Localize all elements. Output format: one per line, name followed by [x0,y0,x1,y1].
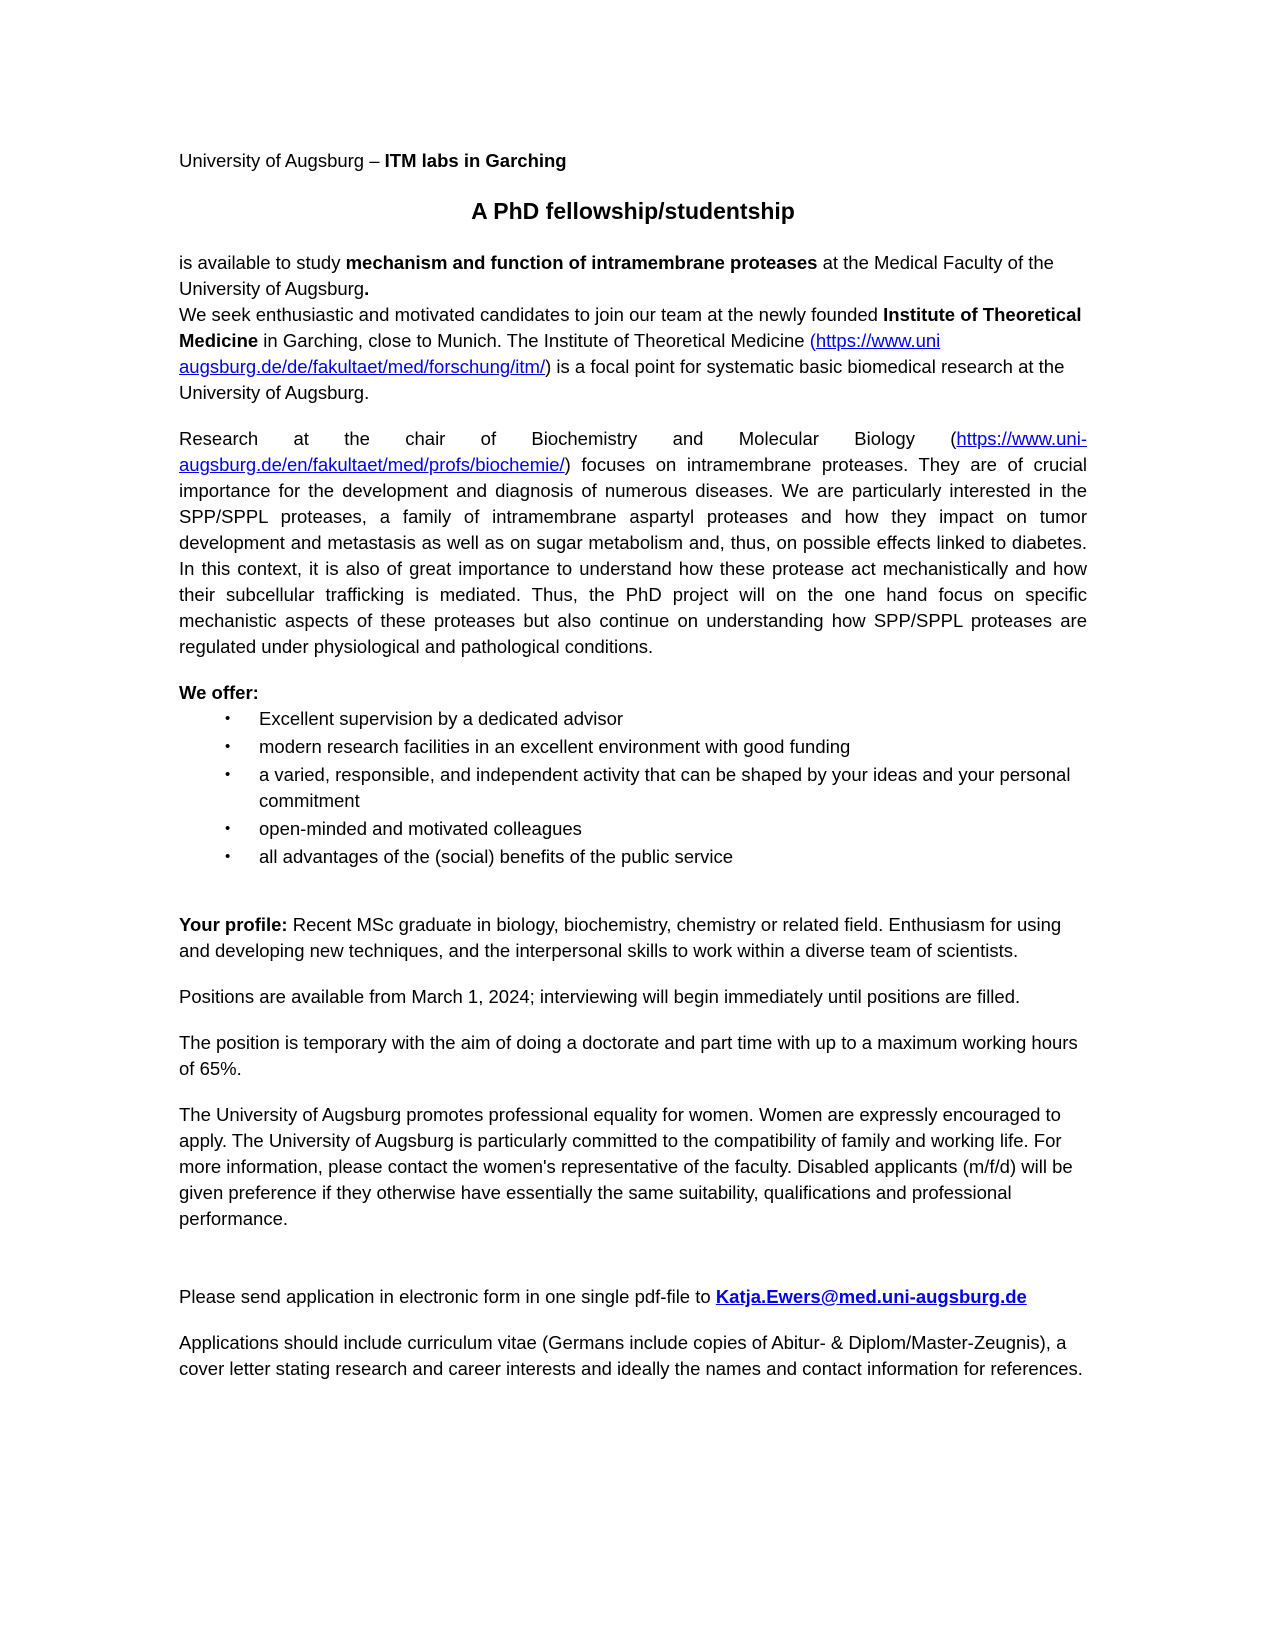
list-item-text: open-minded and motivated colleagues [259,818,582,839]
intro-text-2: at the Medical Faculty of the University of Augsburg [179,252,1054,299]
bullet-icon: • [225,738,231,755]
intro-bold-topic: mechanism and function of intramembrane proteases [345,252,818,273]
list-item [179,706,1087,732]
positions-paragraph: Positions are available from March 1, 2024; interviewing will begin immediately until positions are filled. [179,986,1021,1007]
research-paragraph [179,426,1087,660]
page-title: A PhD fellowship/studentship [471,198,795,224]
list-item-text: all advantages of the (social) benefits of the public service [259,846,734,867]
intro-paragraph-1 [179,250,1087,302]
bullet-icon: • [225,710,231,727]
list-item [179,734,1087,760]
intro2-text-3: ) is a focal point for systematic basic biomedical research at the University of Augsburg. [179,356,1065,403]
email-link[interactable]: Katja.Ewers@med.uni-augsburg.de [715,1286,1027,1307]
intro2-text-2: in Garching, close to Munich. The Institute of Theoretical Medicine [258,330,810,351]
offer-list [179,706,1087,870]
offer-heading: We offer: [179,682,259,703]
profile-paragraph [179,912,1087,964]
list-item-text: Excellent supervision by a dedicated advisor [259,708,624,729]
header-bold-text: ITM labs in Garching [384,150,567,171]
intro-text-1: is available to study [179,252,346,273]
list-item [179,816,1087,842]
intro-bold-period: . [364,278,370,299]
intro-block [179,250,1087,406]
bullet-icon: • [225,848,231,865]
itm-link[interactable]: https://www.uni augsburg.de/de/fakultaet/med/forschung/itm/ [179,330,941,377]
bullet-icon: • [225,820,231,837]
list-item-text: modern research facilities in an excellent environment with good funding [259,736,851,757]
profile-label: Your profile: [179,914,288,935]
intro2-text-1: We seek enthusiastic and motivated candidates to join our team at the newly founded [179,304,884,325]
intro2-bold-institute: Institute of Theoretical Medicine [179,304,1082,351]
list-item [179,762,1087,814]
bullet-icon: • [225,766,231,783]
apply-text: Please send application in electronic form in one single pdf-file to [179,1286,716,1307]
profile-text: Recent MSc graduate in biology, biochemistry, chemistry or related field. Enthusiasm for using and developing new techniques, and the interpersonal skills to work within a diverse team of scientists. [179,914,1062,961]
apply-paragraph [179,1284,1087,1310]
applications-paragraph: Applications should include curriculum vitae (Germans include copies of Abitur- & Diplom/Master-Zeugnis), a cover letter stating research and career interests and ideally the names and contact information for references. [179,1332,1083,1379]
header-line [179,148,1087,174]
intro-paragraph-2 [179,302,1087,406]
research-text-2: ) focuses on intramembrane proteases. They are of crucial importance for the development and diagnosis of numerous diseases. We are particularly interested in the SPP/SPPL proteases, a family of intramembrane aspartyl proteases and how they impact on tumor development and metastasis as well as on sugar metabolism and, thus, on possible effects linked to diabetes. In this context, it is also of great importance to understand how these protease act mechanistically and how their subcellular trafficking is mediated. Thus, the PhD project will on the one hand focus on specific mechanistic aspects of these proteases but also continue on understanding how SPP/SPPL proteases are regulated under physiological and pathological conditions. [179,454,1087,657]
equality-paragraph: The University of Augsburg promotes professional equality for women. Women are expressly encouraged to apply. The University of Augsburg is particularly committed to the compatibility of family and working life. For more information, please contact the women's representative of the faculty. Disabled applicants (m/f/d) will be given preference if they otherwise have essentially the same suitability, qualifications and professional performance. [179,1104,1073,1229]
temporary-paragraph: The position is temporary with the aim of doing a doctorate and part time with up to a maximum working hours of 65%. [179,1032,1078,1079]
research-text-1: Research at the chair of Biochemistry and Molecular Biology ( [179,428,957,449]
biochemistry-link[interactable]: https://www.uni-augsburg.de/en/fakultaet/med/profs/biochemie/ [179,428,1087,475]
itm-link-paren: ( [809,330,816,351]
list-item [179,844,1087,870]
header-text: University of Augsburg – [179,150,385,171]
list-item-text: a varied, responsible, and independent activity that can be shaped by your ideas and your personal commitment [259,764,1071,811]
